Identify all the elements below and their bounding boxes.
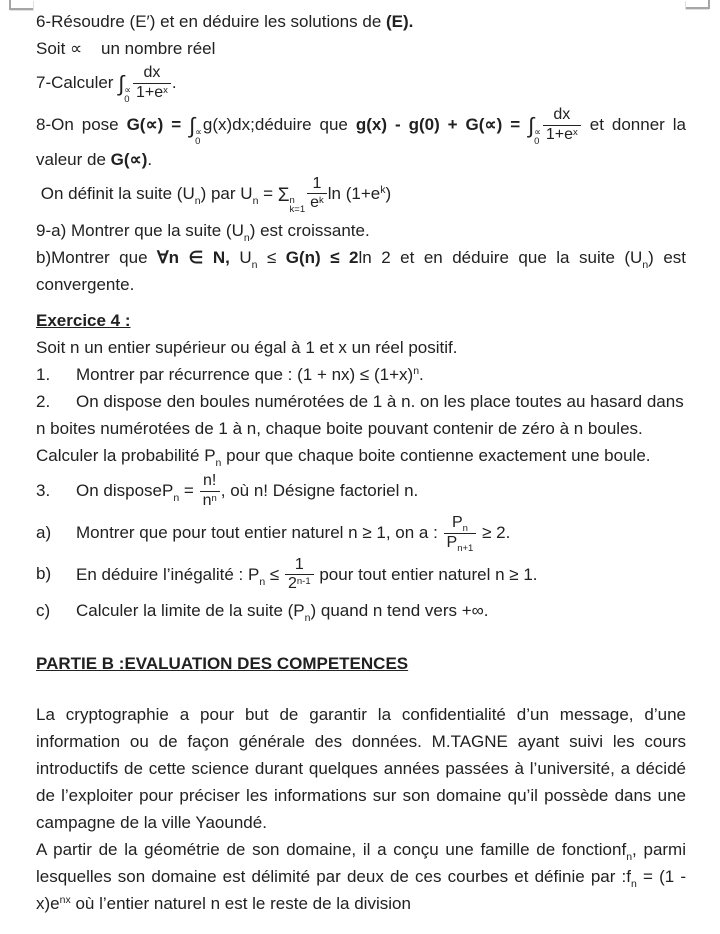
- math-sub: n: [259, 575, 266, 588]
- text-fragment: La cryptographie a pour but de garantir la confidentialité d’un message, d’une information ou de façon générale des données. M.TAGNE ayant suivi les cours introductifs de cette science durant quelques années passées à l’université, a décidé de l’exploiter pour préciser les informations sur son domaine qu’il possède dans une campagne de la ville Yaoundé.: [36, 705, 686, 833]
- fraction: [543, 107, 581, 144]
- text-fragment: Soit ∝ un nombre réel: [36, 39, 216, 58]
- text-fragment: 1+e: [545, 125, 574, 143]
- text-fragment: On disposeP: [76, 481, 174, 501]
- text-fragment: 8-On pose: [36, 114, 127, 134]
- line-question-9a: [36, 217, 686, 244]
- sigma-lower: k=1: [289, 204, 306, 216]
- line-suite-definition: [36, 176, 686, 215]
- paragraph-ex4-item2: [36, 388, 686, 469]
- text-fragment: 2: [287, 575, 297, 593]
- integral-limits: [124, 86, 131, 104]
- fraction-denominator: [307, 193, 327, 212]
- text-fragment: Montrer par récurrence que : (1 + nx) ≤ (1+x): [76, 365, 414, 385]
- heading-text: Exercice 4 :: [36, 311, 131, 331]
- text-fragment-bold: G(∝): [110, 149, 148, 169]
- text-fragment: P: [451, 513, 463, 531]
- text-fragment: ≤: [257, 248, 286, 268]
- paragraph-question-9b: [36, 244, 686, 298]
- frame-corner-right-icon: [686, 0, 710, 9]
- text-fragment: ) est croissante.: [249, 221, 370, 241]
- text-fragment: .: [171, 72, 177, 92]
- fraction-denominator: [133, 83, 171, 102]
- math-sub: n: [252, 194, 259, 207]
- math-sup: n: [211, 493, 217, 505]
- text-fragment: = (1 - x)e: [36, 867, 686, 914]
- text-fragment: U: [229, 248, 252, 268]
- text-fragment: , où n! Désigne factoriel n.: [220, 481, 419, 501]
- integral-icon: ∫: [528, 112, 535, 138]
- item-number: 1.: [36, 365, 51, 385]
- text-fragment: , parmi lesquelles son domaine est délimité par deux de ces courbes et définie par :f: [36, 840, 686, 887]
- integral-upper: ∝: [534, 126, 541, 138]
- integral-limits: [534, 128, 541, 146]
- math-sub: n: [642, 259, 649, 272]
- heading-partie-b: [36, 650, 686, 677]
- line-soit-alpha: [36, 35, 686, 62]
- paragraph-question-8: [36, 107, 686, 173]
- text-fragment: ): [385, 183, 392, 203]
- text-fragment: ) est convergente.: [36, 248, 687, 295]
- sigma-limits: [290, 196, 306, 214]
- text-fragment-bold: (E).: [386, 12, 414, 31]
- fraction: [444, 515, 477, 552]
- fraction-numerator: dx: [143, 64, 161, 81]
- math-sup: nx: [59, 894, 71, 907]
- fraction-numerator: [444, 515, 477, 533]
- math-sub: n: [631, 878, 637, 891]
- fraction-denominator: [285, 574, 314, 593]
- line-ex4-item-b: [36, 557, 686, 594]
- math-sup: k: [319, 195, 324, 207]
- math-sub: n: [243, 232, 250, 245]
- integral-icon: ∫: [189, 112, 196, 138]
- fraction: [200, 473, 220, 510]
- text-fragment: b)Montrer que: [36, 248, 158, 268]
- text-fragment: ln 2 et en déduire que la suite (U: [358, 248, 643, 268]
- text-fragment: 9-a) Montrer que la suite (U: [36, 221, 244, 241]
- integral-lower: 0: [195, 135, 201, 147]
- line-ex4-item-a: [36, 515, 686, 552]
- text-fragment: g(x)dx;déduire que: [202, 114, 356, 134]
- integral-upper: ∝: [124, 84, 132, 96]
- fraction-denominator: [444, 533, 477, 552]
- item-number: b): [36, 564, 52, 584]
- text-fragment: ≤: [265, 564, 284, 584]
- text-fragment: ln (1+e: [327, 183, 381, 203]
- text-fragment: En déduire l’inégalité : P: [76, 564, 260, 584]
- integral-limits: [195, 128, 202, 146]
- fraction: [285, 557, 314, 594]
- text-fragment: 7-Calculer: [36, 72, 119, 92]
- integral-upper: ∝: [195, 126, 202, 138]
- text-fragment: ) quand n tend vers +∞.: [310, 601, 489, 621]
- paragraph-domaine: [36, 836, 686, 917]
- math-sub: n: [194, 194, 201, 207]
- text-fragment: n: [202, 492, 212, 510]
- item-number: 2.: [36, 392, 51, 412]
- sigma-upper: n: [289, 195, 295, 207]
- integral-lower: 0: [124, 93, 130, 105]
- text-fragment-bold: G(n) ≤ 2: [285, 248, 359, 268]
- text-fragment: =: [179, 481, 199, 501]
- math-sup: n-1: [296, 576, 311, 588]
- math-sup: x: [573, 126, 578, 138]
- math-sub: n: [462, 522, 468, 534]
- text-fragment-bold: g(x) - g(0) + G(∝) =: [355, 114, 529, 134]
- text-fragment: =: [258, 183, 278, 203]
- text-fragment: 1+e: [136, 83, 164, 101]
- fraction: [307, 176, 327, 213]
- text-fragment: Montrer que pour tout entier naturel n ≥ 1, on a :: [76, 522, 443, 542]
- integral-icon: ∫: [118, 70, 125, 96]
- text-fragment: Calculer la limite de la suite (P: [76, 601, 305, 621]
- math-sub: n: [251, 259, 258, 272]
- math-sub: n: [215, 457, 222, 470]
- math-sup: n: [413, 365, 420, 378]
- text-fragment: e: [310, 194, 320, 212]
- text-fragment: et donner la valeur de: [36, 114, 686, 169]
- fraction: [133, 65, 171, 102]
- fraction-numerator: dx: [553, 105, 571, 123]
- line-ex4-item-c: [36, 597, 686, 624]
- integral-lower: 0: [534, 135, 540, 147]
- text-fragment: 6-Résoudre (E′) et en déduire les solutions de: [36, 12, 386, 31]
- math-sub: n: [626, 851, 633, 864]
- text-fragment: .: [419, 365, 424, 385]
- line-ex4-item3: [36, 473, 686, 510]
- fraction-numerator: 1: [312, 174, 322, 192]
- fraction-numerator: n!: [202, 472, 217, 490]
- fraction-numerator: 1: [294, 555, 304, 573]
- text-fragment: .: [147, 149, 153, 169]
- math-sub: n: [304, 612, 311, 625]
- text-fragment: pour tout entier naturel n ≥ 1.: [314, 564, 538, 584]
- text-fragment: ) par U: [200, 183, 253, 203]
- line-ex4-intro: [36, 334, 686, 361]
- math-sub: n+1: [457, 542, 474, 554]
- item-number: a): [36, 522, 52, 542]
- math-sup: k: [380, 183, 386, 196]
- fraction-denominator: [543, 125, 581, 144]
- fraction-denominator: [200, 491, 220, 510]
- frame-corner-left-icon: [9, 0, 33, 10]
- sigma-icon: Σ: [277, 184, 290, 206]
- paragraph-crypto-intro: [36, 701, 686, 836]
- text-fragment: ≥ 2.: [477, 522, 511, 542]
- heading-text: PARTIE B :EVALUATION DES COMPETENCES: [36, 654, 409, 674]
- text-fragment: On dispose den boules numérotées de 1 à n. on les place toutes au hasard dans n boites numérotées de 1 à n, chaque boite pouvant contenir de zéro à n boules. Calculer la probabilité P: [36, 392, 684, 466]
- line-question-7: [36, 65, 686, 104]
- line-question-6: [36, 8, 686, 35]
- item-number: c): [36, 601, 51, 621]
- text-fragment: Soit n un entier supérieur ou égal à 1 et x un réel positif.: [36, 338, 458, 358]
- math-sup: x: [163, 84, 168, 96]
- item-number: 3.: [36, 481, 51, 501]
- text-fragment-bold: G(∝) =: [126, 114, 190, 134]
- text-fragment: où l’entier naturel n est le reste de la division: [70, 894, 411, 914]
- text-fragment: P: [446, 533, 458, 551]
- math-sub: n: [173, 492, 180, 505]
- text-fragment: On définit la suite (U: [36, 183, 195, 203]
- text-fragment: A partir de la géométrie de son domaine, il a conçu une famille de fonctionf: [36, 840, 627, 860]
- text-fragment-bold: ∀n ∈ N,: [157, 248, 230, 268]
- line-ex4-item1: [36, 361, 686, 388]
- heading-exercice-4: [36, 307, 686, 334]
- text-fragment: pour que chaque boite contienne exactement une boule.: [221, 446, 651, 466]
